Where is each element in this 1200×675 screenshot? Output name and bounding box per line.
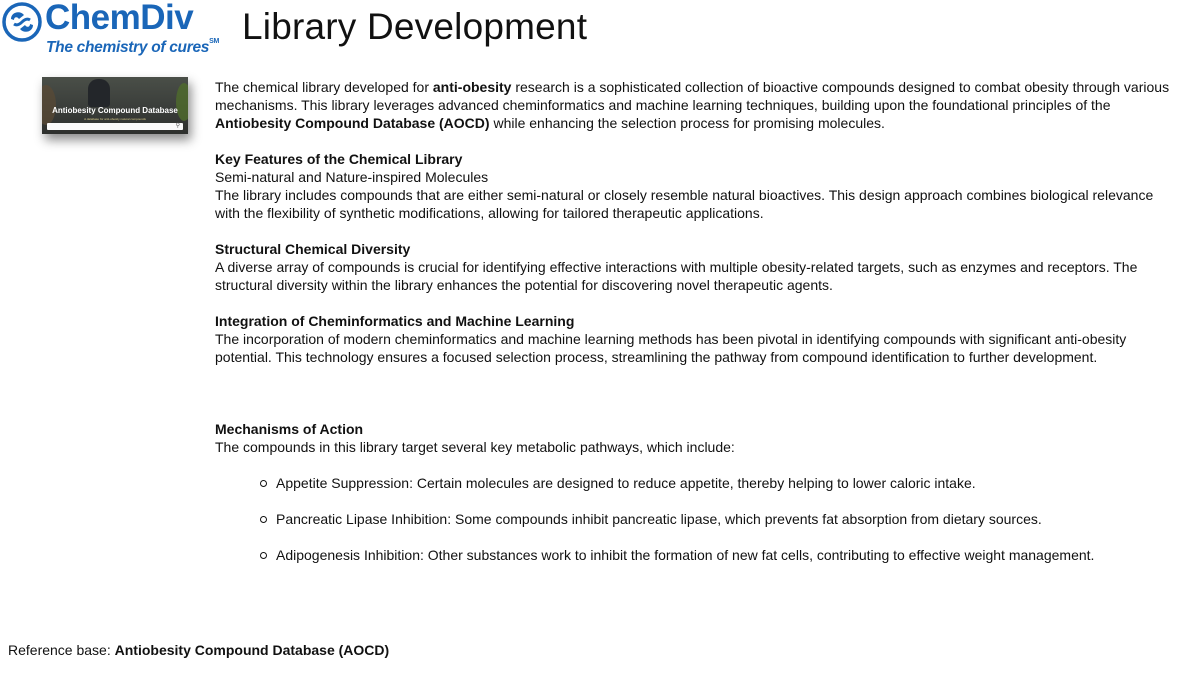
hollow-bullet-icon (260, 552, 267, 559)
key-features-body: The library includes compounds that are either semi-natural or closely resemble natural bioactives. This design approach combines biological relevance with the flexibility of synthetic modifications, allowing for tailored therapeutic applications. (215, 187, 1154, 221)
list-item (260, 510, 1175, 528)
intro-bold-anti-obesity: anti-obesity (432, 79, 512, 95)
search-icon: ⚲ (175, 123, 180, 129)
hollow-bullet-icon (260, 480, 267, 487)
thumbnail-search-bar (47, 123, 183, 130)
mechanisms-heading (215, 420, 1175, 438)
intro-paragraph (215, 78, 1175, 132)
intro-bold-aocd: Antiobesity Compound Database (AOCD) (215, 115, 490, 131)
hollow-bullet-icon (260, 516, 267, 523)
mechanism-text: Adipogenesis Inhibition: Other substances work to inhibit the formation of new fat cells, contributing to effective weight management. (276, 547, 1095, 563)
mechanism-text: Appetite Suppression: Certain molecules are designed to reduce appetite, thereby helping to lower caloric intake. (276, 475, 976, 491)
spacer (215, 222, 1175, 240)
key-features-heading (215, 150, 1175, 168)
service-mark: SM (209, 38, 220, 45)
integration-heading (215, 312, 1175, 330)
list-item (260, 546, 1175, 564)
integration-body: The incorporation of modern cheminformatics and machine learning methods has been pivotal in identifying compounds with significant anti-obesity potential. This technology ensures a focused selection process, streamlining the pathway from compound identification to further development. (215, 331, 1127, 365)
thumbnail-subtitle: A database for anti-obesity natural compounds (84, 117, 146, 121)
reference-label: Reference base: (8, 642, 115, 658)
reference-footer (8, 641, 389, 659)
reference-value: Antiobesity Compound Database (AOCD) (114, 642, 390, 658)
mechanisms-intro: The compounds in this library target several key metabolic pathways, which include: (215, 439, 735, 455)
thumbnail-tree-right (176, 83, 188, 121)
page-title: Library Development (242, 6, 588, 47)
intro-text-2: research is a sophisticated collection of bioactive compounds designed to combat obesity through various mechanisms. This library leverages advanced cheminformatics and machine learning techniques, building upon the foundational principles of the (215, 79, 1170, 113)
key-features-heading-text: Key Features of the Chemical Library (215, 151, 463, 167)
mechanisms-list (215, 474, 1175, 564)
integration-heading-text: Integration of Cheminformatics and Machine Learning (215, 313, 575, 329)
thumbnail-title: Antiobesity Compound Database (52, 106, 178, 115)
intro-text-1: The chemical library developed for (215, 79, 433, 95)
spacer (215, 456, 1175, 474)
structural-heading-text: Structural Chemical Diversity (215, 241, 411, 257)
intro-text-3: while enhancing the selection process for promising molecules. (489, 115, 885, 131)
thumbnail-person-figure (88, 79, 110, 107)
spacer (215, 132, 1175, 150)
brand-tagline (46, 38, 219, 57)
spacer (215, 366, 1175, 420)
main-content (215, 78, 1175, 582)
mechanisms-heading-text: Mechanisms of Action (215, 421, 364, 437)
aocd-screenshot-thumbnail (42, 77, 188, 134)
chemdiv-logo-mark-icon (2, 2, 42, 42)
structural-body: A diverse array of compounds is crucial for identifying effective interactions with multiple obesity-related targets, such as enzymes and receptors. The structural diversity within the library enhances the potential for discovering novel therapeutic agents. (215, 259, 1138, 293)
chemdiv-logo (0, 0, 220, 62)
key-features-subheading: Semi-natural and Nature-inspired Molecules (215, 169, 489, 185)
brand-name: ChemDiv (45, 0, 194, 37)
tagline-text: The chemistry of cures (46, 39, 210, 56)
spacer (215, 294, 1175, 312)
list-item (260, 474, 1175, 492)
structural-heading (215, 240, 1175, 258)
mechanism-text: Pancreatic Lipase Inhibition: Some compounds inhibit pancreatic lipase, which prevents fat absorption from dietary sources. (276, 511, 1042, 527)
